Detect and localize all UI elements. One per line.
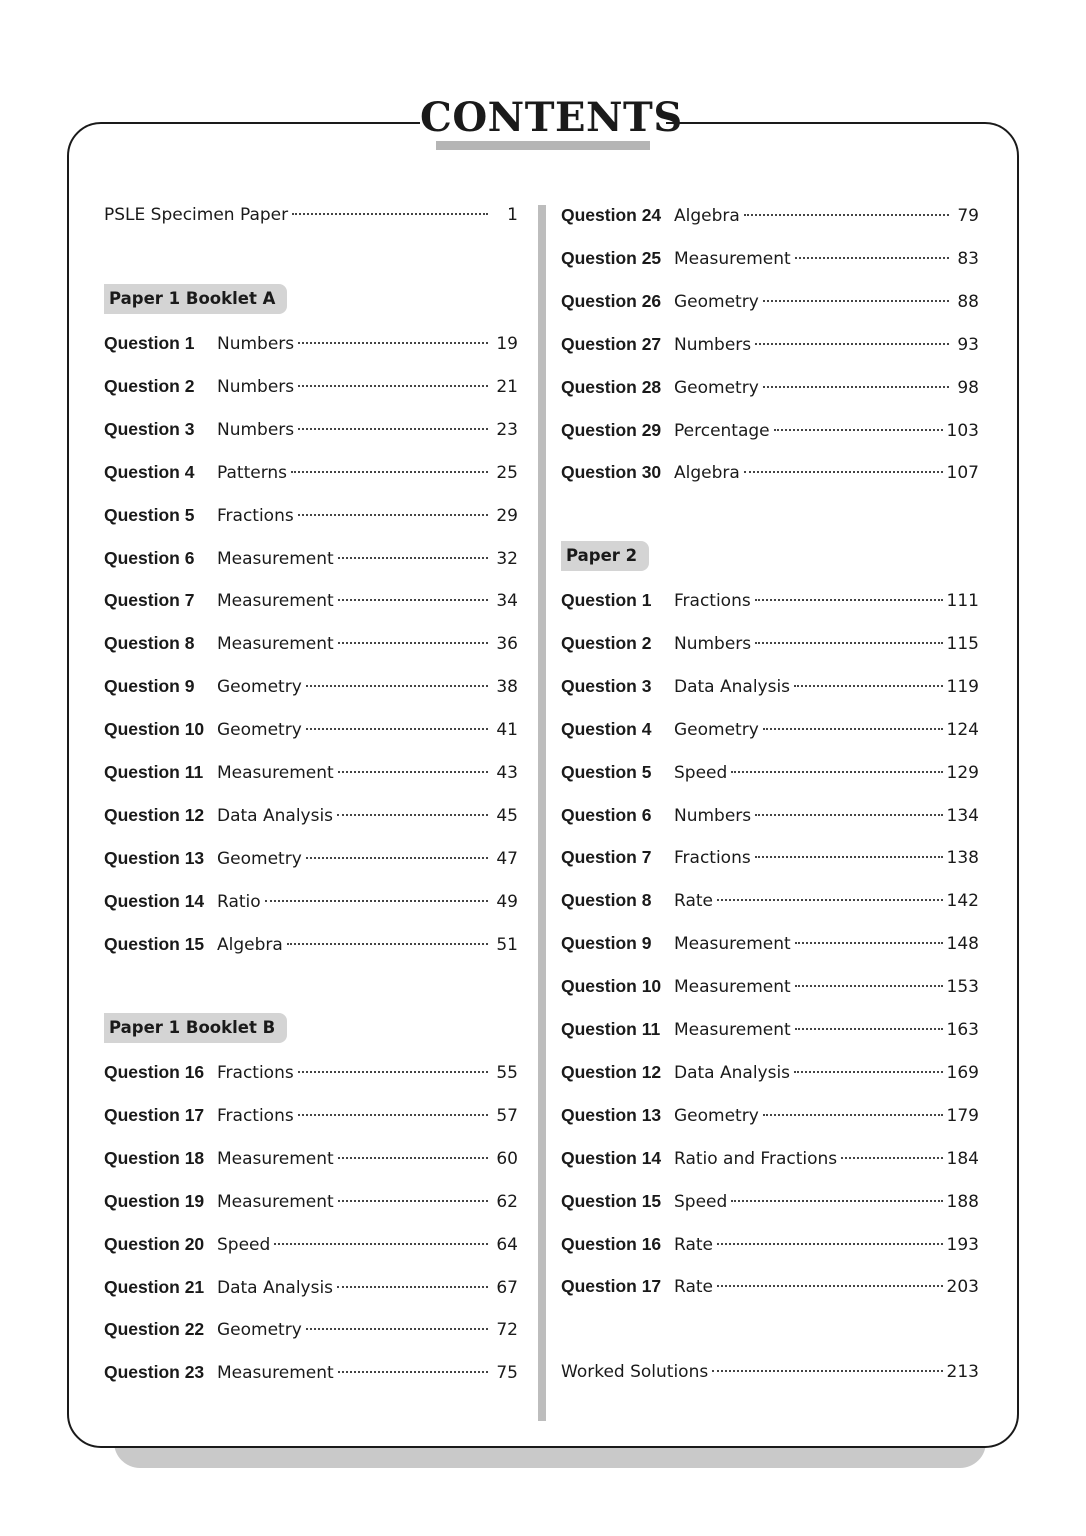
entry-page: 179 [946, 1105, 979, 1126]
question-topic: Fractions [217, 505, 294, 526]
dot-leader [763, 300, 949, 302]
entry-page: 75 [496, 1363, 518, 1384]
dot-leader [774, 429, 943, 431]
toc-entry[interactable] [561, 672, 979, 700]
question-number: Question 11 [561, 1019, 661, 1039]
question-number: Question 12 [104, 804, 205, 825]
toc-entry[interactable] [104, 415, 518, 443]
question-topic: Fractions [217, 1105, 294, 1126]
dot-leader [338, 599, 488, 601]
toc-entry[interactable] [104, 1273, 518, 1301]
question-number: Question 14 [104, 890, 205, 911]
dot-leader [755, 599, 943, 601]
toc-entry[interactable] [561, 715, 979, 743]
title-underline [436, 141, 650, 150]
toc-entry[interactable] [104, 372, 518, 400]
dot-leader [755, 642, 942, 644]
entry-page: 25 [496, 462, 518, 483]
question-topic: Geometry [217, 848, 302, 869]
toc-entry[interactable] [561, 843, 979, 871]
dot-leader [755, 343, 949, 345]
question-number: Question 2 [561, 632, 652, 653]
toc-entry[interactable] [104, 1187, 518, 1215]
question-number: Question 21 [104, 1276, 205, 1297]
toc-entry[interactable] [561, 1058, 979, 1086]
dot-leader [755, 814, 942, 816]
dot-leader [717, 1243, 943, 1245]
question-topic: Geometry [674, 1105, 759, 1126]
dot-leader [744, 214, 949, 216]
question-topic: Measurement [217, 548, 334, 569]
question-topic: Ratio [217, 891, 261, 912]
question-topic: Measurement [217, 591, 334, 612]
entry-page: 51 [496, 934, 518, 955]
question-number: Question 7 [561, 847, 652, 868]
dot-leader [763, 1114, 943, 1116]
question-number: Question 14 [561, 1147, 662, 1168]
question-number: Question 17 [561, 1276, 662, 1297]
question-number: Question 12 [561, 1061, 662, 1082]
toc-entry[interactable] [561, 1144, 979, 1172]
question-topic: Geometry [217, 1320, 302, 1341]
entry-page: 203 [946, 1277, 979, 1298]
entry-page: 62 [496, 1191, 518, 1212]
question-number: Question 3 [561, 675, 652, 696]
question-number: Question 5 [104, 504, 195, 525]
question-number: Question 25 [561, 247, 662, 268]
question-topic: Patterns [217, 462, 288, 483]
toc-entry[interactable] [104, 844, 518, 872]
section-heading-booklet-a: Paper 1 Booklet A [104, 284, 287, 314]
entry-page: 184 [946, 1148, 979, 1169]
entry-page: 103 [946, 420, 979, 441]
toc-entry[interactable] [104, 758, 518, 786]
question-topic: Measurement [674, 1020, 791, 1040]
toc-entry[interactable] [561, 201, 979, 229]
question-topic: Speed [674, 762, 728, 783]
dot-leader [794, 685, 943, 687]
question-topic: Rate [674, 1277, 713, 1298]
entry-page: 134 [946, 805, 979, 826]
entry-page: 64 [496, 1234, 518, 1255]
question-topic: Algebra [217, 934, 283, 955]
question-topic: Data Analysis [217, 805, 334, 826]
question-topic: Numbers [674, 633, 752, 654]
entry-page: 55 [496, 1063, 518, 1083]
toc-entry[interactable] [104, 629, 518, 657]
toc-entry[interactable] [561, 972, 979, 1000]
toc-entry[interactable] [561, 1015, 979, 1043]
question-topic: Measurement [674, 248, 791, 269]
question-topic: Measurement [217, 1148, 334, 1169]
dot-leader [731, 1200, 942, 1202]
question-number: Question 10 [104, 719, 205, 740]
question-number: Question 13 [561, 1104, 662, 1125]
dot-leader [731, 771, 942, 773]
entry-page: 115 [946, 633, 979, 654]
dot-leader [337, 1286, 488, 1288]
question-number: Question 16 [561, 1233, 662, 1254]
toc-entry-worked-solutions[interactable] [561, 1358, 979, 1386]
dot-leader [274, 1243, 488, 1245]
toc-entry[interactable] [561, 1101, 979, 1129]
entry-page: 138 [946, 848, 979, 869]
question-number: Question 29 [561, 419, 662, 440]
entry-page: 57 [496, 1105, 518, 1126]
toc-entry[interactable] [104, 1315, 518, 1343]
question-topic: Numbers [674, 805, 752, 826]
entry-page: 32 [496, 548, 518, 569]
dot-leader [795, 1028, 943, 1030]
dot-leader [291, 471, 488, 473]
toc-entry[interactable] [561, 373, 979, 401]
dot-leader [338, 557, 488, 559]
dot-leader [755, 856, 943, 858]
question-topic: Data Analysis [217, 1277, 334, 1298]
toc-entry[interactable] [104, 930, 518, 958]
entry-page: 193 [946, 1234, 979, 1255]
toc-entry[interactable] [104, 544, 518, 572]
entry-page: 41 [496, 720, 518, 741]
toc-entry[interactable] [561, 416, 979, 444]
dot-leader [298, 1114, 488, 1116]
toc-entry[interactable] [561, 287, 979, 315]
entry-page: 23 [496, 419, 518, 440]
section-heading-booklet-b: Paper 1 Booklet B [104, 1013, 287, 1043]
question-number: Question 27 [561, 333, 662, 354]
question-topic: Data Analysis [674, 1062, 791, 1083]
question-number: Question 7 [104, 590, 195, 611]
dot-leader [337, 814, 488, 816]
question-number: Question 6 [104, 547, 195, 568]
toc-entry[interactable] [104, 1230, 518, 1258]
entry-page: 60 [496, 1148, 518, 1169]
entry-page: 1 [507, 205, 518, 225]
toc-entry[interactable] [104, 586, 518, 614]
toc-entry[interactable] [561, 1230, 979, 1258]
entry-page: 163 [946, 1020, 979, 1040]
entry-page: 49 [496, 891, 518, 912]
question-topic: Percentage [674, 420, 770, 441]
entry-page: 213 [946, 1362, 979, 1382]
question-topic: Measurement [217, 1191, 334, 1212]
dot-leader [763, 728, 943, 730]
question-number: Question 1 [104, 333, 195, 353]
question-number: Question 8 [104, 633, 195, 654]
dot-leader [298, 428, 488, 430]
question-topic: Measurement [674, 934, 791, 955]
toc-entry-specimen[interactable] [104, 201, 518, 229]
entry-page: 36 [496, 634, 518, 655]
entry-page: 129 [946, 762, 979, 783]
question-topic: Rate [674, 1234, 713, 1255]
entry-page: 29 [496, 505, 518, 526]
question-topic: Measurement [217, 1363, 334, 1384]
entry-page: 88 [957, 291, 979, 312]
entry-page: 43 [496, 763, 518, 783]
question-topic: Speed [217, 1234, 271, 1255]
dot-leader [717, 899, 943, 901]
question-topic: Measurement [674, 977, 791, 998]
toc-entry[interactable] [561, 586, 979, 614]
toc-entry[interactable] [561, 929, 979, 957]
toc-entry[interactable] [104, 458, 518, 486]
entry-page: 38 [496, 677, 518, 698]
question-number: Question 20 [104, 1233, 205, 1254]
question-topic: Algebra [674, 463, 740, 484]
dot-leader [306, 685, 488, 687]
toc-entry[interactable] [104, 801, 518, 829]
entry-page: 124 [946, 719, 979, 740]
question-number: Question 4 [561, 718, 652, 739]
question-topic: Numbers [674, 334, 752, 355]
entry-page: 148 [946, 934, 979, 955]
toc-entry[interactable] [104, 1144, 518, 1172]
dot-leader [338, 1200, 488, 1202]
entry-page: 119 [946, 676, 979, 697]
entry-page: 107 [946, 463, 979, 484]
dot-leader [794, 1071, 943, 1073]
dot-leader [338, 771, 488, 773]
question-topic: Geometry [674, 291, 759, 312]
dot-leader [338, 1371, 488, 1373]
question-number: Question 15 [104, 933, 205, 954]
toc-entry[interactable] [104, 329, 518, 357]
question-topic: Algebra [674, 206, 740, 226]
toc-entry[interactable] [104, 887, 518, 915]
question-number: Question 9 [561, 933, 652, 954]
toc-entry[interactable] [104, 1358, 518, 1386]
question-topic: Fractions [674, 848, 751, 869]
question-number: Question 3 [104, 418, 195, 439]
entry-page: 111 [946, 591, 979, 611]
section-heading-paper-2: Paper 2 [561, 541, 649, 571]
dot-leader [298, 514, 488, 516]
dot-leader [287, 943, 488, 945]
question-topic: Numbers [217, 419, 295, 440]
question-topic: Rate [674, 891, 713, 912]
question-number: Question 28 [561, 376, 662, 397]
entry-page: 93 [957, 334, 979, 355]
toc-entry[interactable] [104, 715, 518, 743]
dot-leader [795, 942, 943, 944]
entry-page: 188 [946, 1191, 979, 1212]
toc-entry[interactable] [561, 801, 979, 829]
dot-leader [338, 1157, 488, 1159]
question-topic: Numbers [217, 334, 295, 354]
question-topic: Geometry [674, 377, 759, 398]
dot-leader [338, 642, 488, 644]
entry-page: 34 [496, 591, 518, 612]
question-topic: Numbers [217, 376, 295, 397]
entry-page: 153 [946, 977, 979, 998]
question-topic: Speed [674, 1191, 728, 1212]
dot-leader [306, 857, 488, 859]
question-number: Question 23 [104, 1362, 205, 1383]
dot-leader [265, 900, 488, 902]
toc-entry[interactable] [104, 672, 518, 700]
toc-entry[interactable] [561, 330, 979, 358]
toc-entry[interactable] [104, 1101, 518, 1129]
dot-leader [712, 1370, 942, 1372]
entry-page: 169 [946, 1062, 979, 1083]
question-topic: Data Analysis [674, 676, 791, 697]
toc-entry[interactable] [561, 1187, 979, 1215]
toc-entry[interactable] [561, 458, 979, 486]
question-number: Question 15 [561, 1190, 662, 1211]
dot-leader [306, 728, 488, 730]
entry-label: PSLE Specimen Paper [104, 205, 289, 225]
question-number: Question 9 [104, 676, 195, 697]
entry-page: 19 [496, 334, 518, 354]
entry-label: Worked Solutions [561, 1362, 709, 1382]
question-number: Question 5 [561, 761, 652, 782]
question-topic: Measurement [217, 634, 334, 655]
question-number: Question 30 [561, 462, 662, 483]
question-number: Question 6 [561, 804, 652, 825]
dot-leader [298, 1071, 488, 1073]
question-number: Question 22 [104, 1319, 205, 1340]
dot-leader [306, 1328, 488, 1330]
question-number: Question 24 [561, 205, 662, 225]
dot-leader [795, 985, 943, 987]
question-number: Question 10 [561, 976, 662, 997]
question-topic: Fractions [217, 1063, 294, 1083]
question-number: Question 19 [104, 1190, 205, 1211]
entry-page: 67 [496, 1277, 518, 1298]
entry-page: 98 [957, 377, 979, 398]
question-number: Question 1 [561, 590, 652, 610]
toc-entry[interactable] [561, 1272, 979, 1300]
dot-leader [744, 471, 943, 473]
question-number: Question 11 [104, 762, 204, 782]
toc-entry[interactable] [561, 629, 979, 657]
dot-leader [298, 342, 488, 344]
dot-leader [717, 1285, 943, 1287]
question-number: Question 13 [104, 847, 205, 868]
toc-entry[interactable] [104, 501, 518, 529]
question-number: Question 26 [561, 290, 662, 311]
toc-entry[interactable] [561, 886, 979, 914]
question-topic: Ratio and Fractions [674, 1148, 838, 1169]
entry-page: 72 [496, 1320, 518, 1341]
question-number: Question 8 [561, 890, 652, 911]
question-topic: Geometry [674, 719, 759, 740]
question-topic: Geometry [217, 677, 302, 698]
dot-leader [841, 1157, 942, 1159]
toc-entry[interactable] [561, 244, 979, 272]
entry-page: 79 [957, 206, 979, 226]
toc-entry[interactable] [104, 1058, 518, 1086]
dot-leader [298, 385, 488, 387]
entry-page: 142 [946, 891, 979, 912]
question-number: Question 18 [104, 1147, 205, 1168]
question-topic: Geometry [217, 720, 302, 741]
title-block [420, 88, 683, 148]
question-number: Question 4 [104, 461, 195, 482]
question-number: Question 17 [104, 1104, 205, 1125]
column-divider [538, 205, 546, 1421]
dot-leader [292, 213, 488, 215]
page-title: CONTENTS [420, 94, 683, 141]
question-topic: Fractions [674, 591, 751, 611]
entry-page: 83 [957, 248, 979, 269]
entry-page: 47 [496, 848, 518, 869]
entry-page: 45 [496, 805, 518, 826]
question-topic: Measurement [217, 763, 334, 783]
question-number: Question 2 [104, 375, 195, 396]
question-number: Question 16 [104, 1062, 205, 1082]
toc-entry[interactable] [561, 758, 979, 786]
dot-leader [795, 257, 949, 259]
entry-page: 21 [496, 376, 518, 397]
dot-leader [763, 386, 949, 388]
